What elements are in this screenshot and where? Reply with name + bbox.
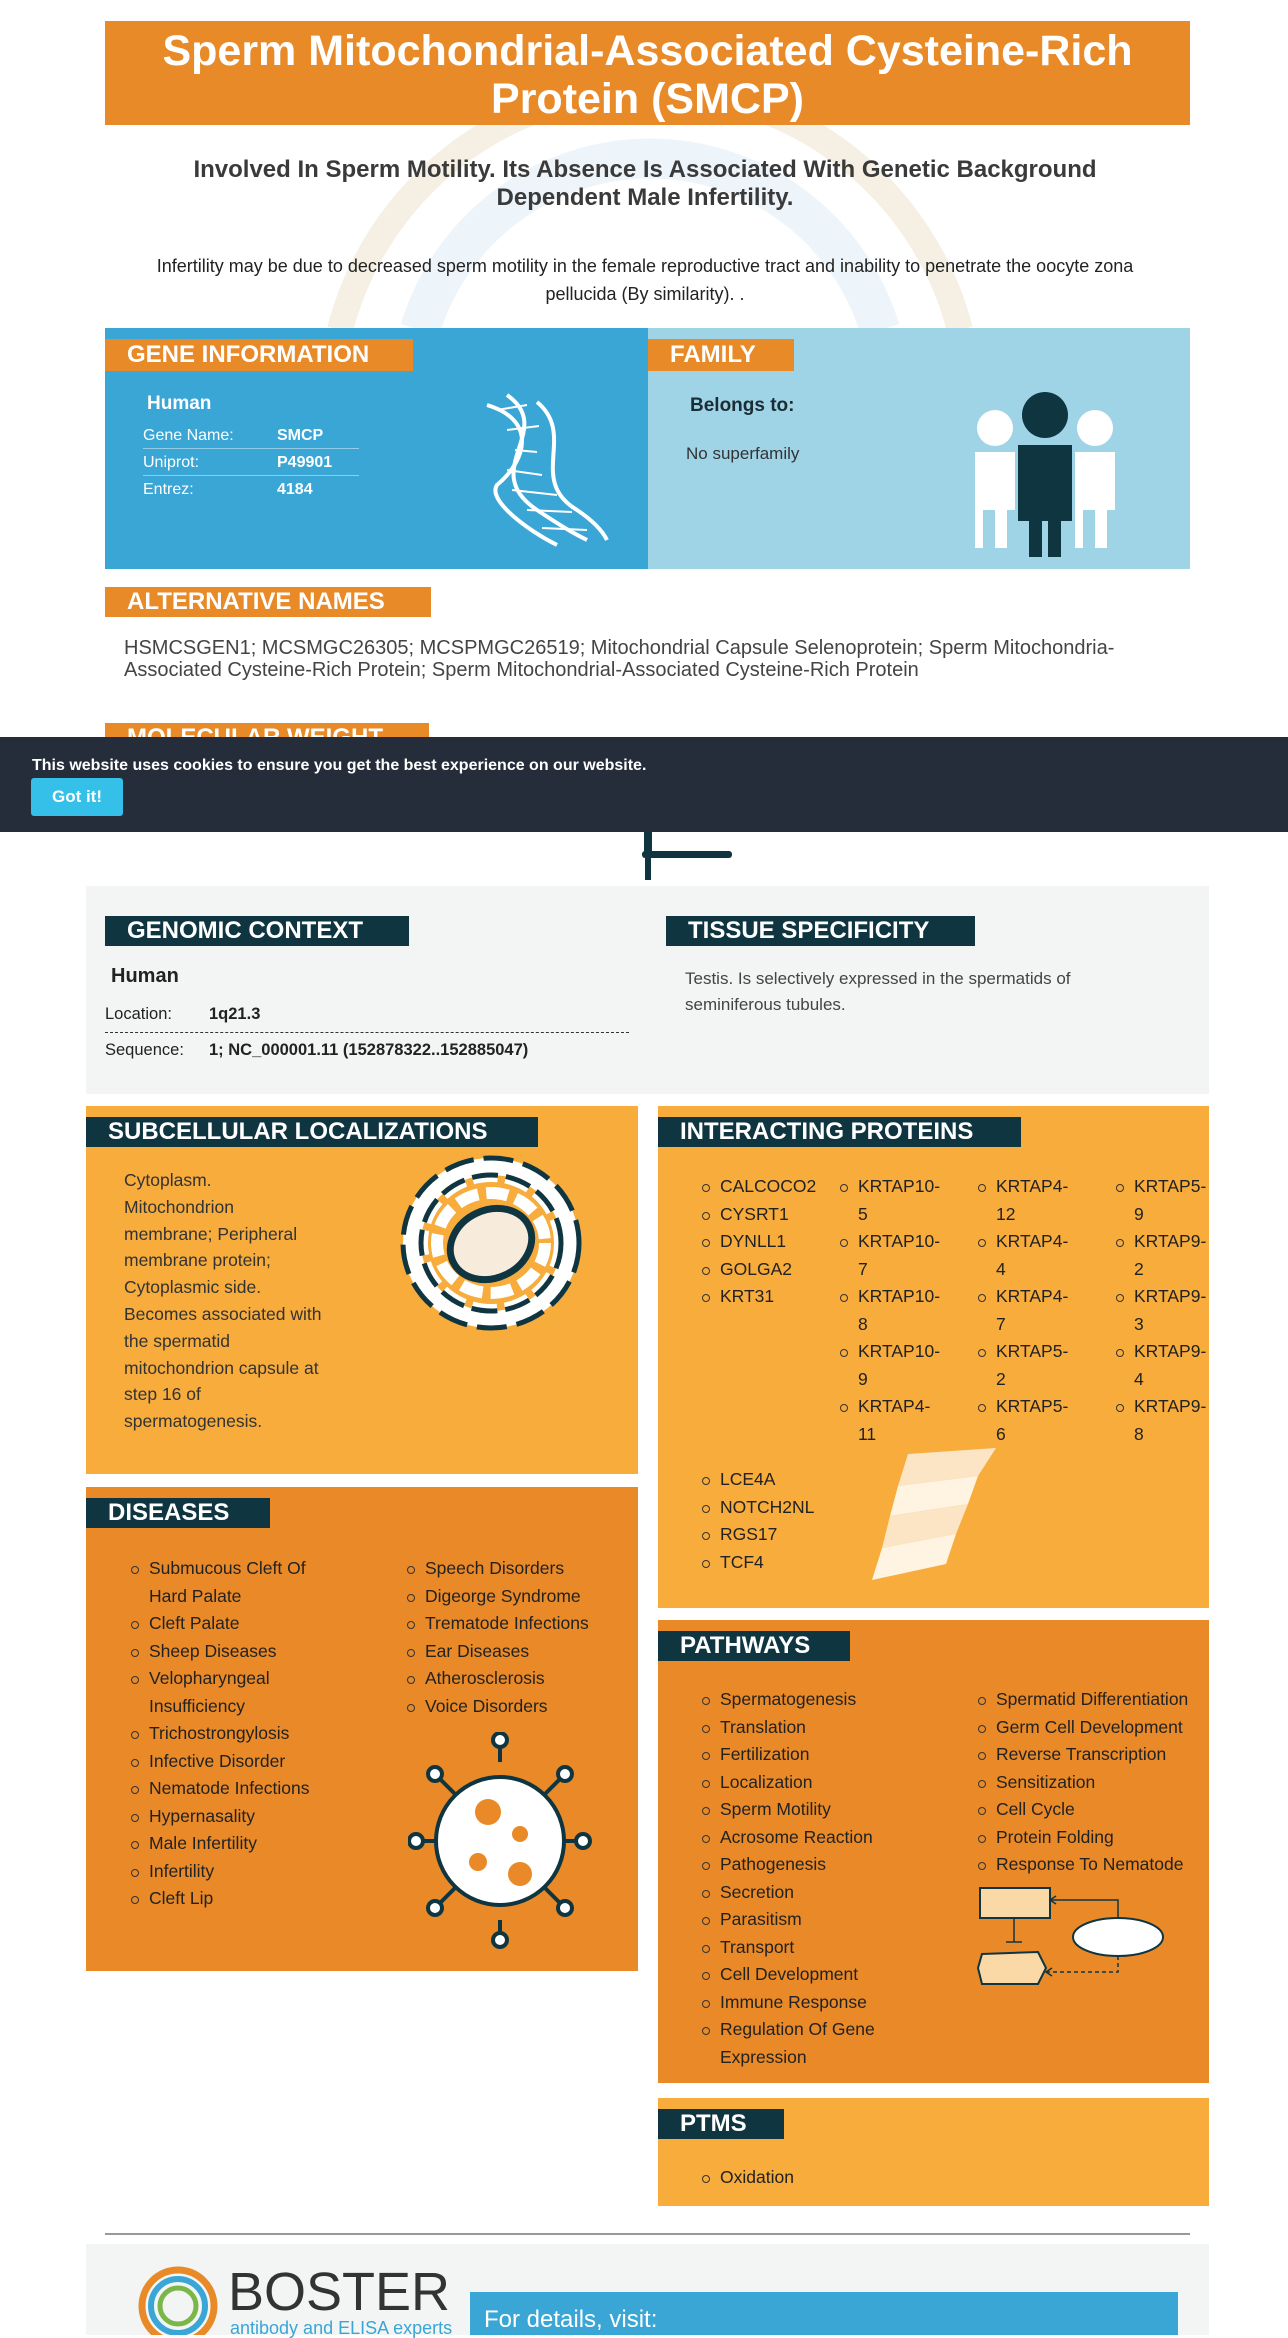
protein-item[interactable]: CALCOCO2 [699,1173,829,1201]
protein-item[interactable]: KRTAP10-7 [837,1228,937,1283]
pathway-item[interactable]: Parasitism [699,1906,929,1934]
gene-information-panel [105,328,648,569]
protein-item[interactable]: KRTAP10-9 [837,1338,937,1393]
diseases-list-2 [404,1555,629,1720]
pathway-item[interactable]: Response To Nematode [975,1851,1205,1879]
protein-item[interactable]: CYSRT1 [699,1201,829,1229]
protein-item[interactable]: KRTAP9-4 [1113,1338,1205,1393]
pathways-list-2 [975,1686,1205,1879]
protein-item[interactable]: KRTAP9-2 [1113,1228,1205,1283]
details-text: For details, visit: [484,2306,658,2333]
disease-item[interactable]: Cleft Palate [128,1610,328,1638]
disease-item[interactable]: Infertility [128,1858,328,1886]
disease-item[interactable]: Velopharyngeal Insufficiency [128,1665,328,1720]
gene-name-row [143,422,359,449]
cookie-banner [0,737,1288,832]
boster-tagline: antibody and ELISA experts [230,2318,453,2338]
subcellular-line: step 16 of [124,1384,201,1405]
interacting-proteins-list-4 [1113,1173,1205,1448]
uniprot-value: P49901 [277,454,333,471]
subcellular-line: the spermatid [124,1330,231,1351]
protein-item[interactable]: KRTAP5-9 [1113,1173,1205,1228]
protein-item[interactable]: GOLGA2 [699,1256,829,1284]
subcellular-line: membrane protein; [124,1250,271,1271]
virus-icon [408,1732,592,1950]
protein-item[interactable]: KRTAP4-4 [975,1228,1065,1283]
subcellular-line: Mitochondrion [124,1196,234,1217]
alternative-names-heading: ALTERNATIVE NAMES [105,587,431,617]
entrez-value: 4184 [277,481,313,498]
location-value: 1q21.3 [209,1005,261,1023]
protein-item[interactable]: KRT31 [699,1283,829,1311]
disease-item[interactable]: Voice Disorders [404,1693,629,1721]
subcellular-line: spermatogenesis. [124,1411,263,1432]
subcellular-line: Becomes associated with [124,1303,322,1324]
disease-item[interactable]: Cleft Lip [128,1885,328,1913]
subcellular-line: mitochondrion capsule at [124,1357,319,1378]
disease-item[interactable]: Hypernasality [128,1803,328,1831]
sequence-value: 1; NC_000001.11 (152878322..152885047) [209,1041,529,1059]
interacting-proteins-heading: INTERACTING PROTEINS [658,1117,1021,1147]
family-belongs-label: Belongs to: [690,395,795,416]
disease-item[interactable]: Submucous Cleft Of Hard Palate [128,1555,328,1610]
dna-icon [467,390,617,550]
pathway-item[interactable]: Fertilization [699,1741,929,1769]
entrez-label: Entrez: [143,481,194,498]
footer-divider [105,2233,1190,2235]
ptms-heading: PTMS [658,2109,784,2139]
protein-item[interactable]: KRTAP4-7 [975,1283,1065,1338]
uniprot-label: Uniprot: [143,454,200,471]
protein-item[interactable]: TCF4 [699,1549,839,1577]
pathways-heading: PATHWAYS [658,1631,850,1661]
protein-item[interactable]: KRTAP9-8 [1113,1393,1205,1448]
people-icon [970,390,1120,560]
interacting-proteins-list-5 [699,1466,839,1576]
protein-item[interactable]: KRTAP10-5 [837,1173,937,1228]
tissue-specificity-heading: TISSUE SPECIFICITY [666,916,975,946]
diseases-heading: DISEASES [86,1498,270,1528]
location-label: Location: [105,1005,172,1023]
disease-item[interactable]: Trematode Infections [404,1610,629,1638]
pathway-item[interactable]: Protein Folding [975,1824,1205,1852]
gene-name-value: SMCP [277,427,324,444]
subcellular-text [124,1167,354,1435]
disease-item[interactable]: Speech Disorders [404,1555,629,1583]
tissue-specificity-text: Testis. Is selectively expressed in the spermatids of seminiferous tubules. [685,969,1071,1014]
pathway-item[interactable]: Immune Response [699,1989,929,2017]
disease-item[interactable]: Ear Diseases [404,1638,629,1666]
boster-logo-icon [138,2266,222,2335]
subcellular-line: Cytoplasmic side. [124,1277,262,1298]
ptm-item[interactable]: Oxidation [699,2164,899,2192]
disease-item[interactable]: Male Infertility [128,1830,328,1858]
sequence-label: Sequence: [105,1041,184,1059]
genomic-species: Human [111,965,179,987]
pathway-item[interactable]: Cell Cycle [975,1796,1205,1824]
protein-item[interactable]: KRTAP5-2 [975,1338,1065,1393]
subcellular-line: membrane; Peripheral [124,1223,298,1244]
interacting-proteins-list-1 [699,1173,829,1311]
page-title: Sperm Mitochondrial-Associated Cysteine-Rich Protein (SMCP) [105,21,1190,125]
protein-item[interactable]: LCE4A [699,1466,839,1494]
protein-item[interactable]: NOTCH2NL [699,1494,839,1522]
protein-item[interactable]: KRTAP4-11 [837,1393,937,1448]
interacting-proteins-list-2 [837,1173,941,1448]
interacting-proteins-list-3 [975,1173,1069,1448]
entrez-row [143,476,359,503]
diseases-list-1 [128,1555,328,1913]
disease-item[interactable]: Trichostrongylosis [128,1720,328,1748]
alternative-names-text: HSMCSGEN1; MCSMGC26305; MCSPMGC26519; Mitochondrial Capsule Selenoprotein; Sperm Mitochondria-Associated Cysteine-Rich Protein; Sperm Mitochondrial-Associated Cysteine-Rich Protein [124,637,1115,681]
family-heading: FAMILY [648,339,794,371]
protein-item[interactable]: RGS17 [699,1521,839,1549]
disease-item[interactable]: Nematode Infections [128,1775,328,1803]
pathway-item[interactable]: Cell Development [699,1961,929,1989]
cookie-message: This website uses cookies to ensure you get the best experience on our website. [32,757,647,774]
gene-species: Human [147,393,212,414]
pathway-item[interactable]: Pathogenesis [699,1851,929,1879]
genomic-divider [105,1032,629,1033]
ptms-list [699,2164,899,2192]
disease-item[interactable]: Digeorge Syndrome [404,1583,629,1611]
disease-item[interactable]: Infective Disorder [128,1748,328,1776]
details-box [470,2292,1178,2335]
pathway-diagram-icon [976,1884,1168,1990]
page-subtitle: Involved In Sperm Motility. Its Absence Is Associated With Genetic Background Dependent Male Infertility. [193,156,1097,211]
boster-brand: BOSTER [228,2262,451,2322]
pathway-item[interactable]: Translation [699,1714,929,1742]
pathway-item[interactable]: Regulation Of Gene Expression [699,2016,929,2071]
protein-item[interactable]: KRTAP4-12 [975,1173,1065,1228]
protein-ribbon-icon [868,1446,1000,1588]
pathway-item[interactable]: Transport [699,1934,929,1962]
function-description: Infertility may be due to decreased sperm motility in the female reproductive tract and inability to penetrate the oocyte zona pellucida (By similarity). . [156,256,1134,304]
gene-information-heading: GENE INFORMATION [105,339,413,371]
pathway-item[interactable]: Localization [699,1769,929,1797]
scale-base-icon [642,836,732,862]
pathway-item[interactable]: Acrosome Reaction [699,1824,929,1852]
disease-item[interactable]: Atherosclerosis [404,1665,629,1693]
pathway-item[interactable]: Germ Cell Development [975,1714,1205,1742]
pathway-item[interactable]: Secretion [699,1879,929,1907]
pathway-item[interactable]: Sensitization [975,1769,1205,1797]
pathway-item[interactable]: Spermatid Differentiation [975,1686,1205,1714]
subcellular-line: Cytoplasm. [124,1170,212,1190]
pathways-list-1 [699,1686,929,2071]
pathway-item[interactable]: Spermatogenesis [699,1686,929,1714]
uniprot-row [143,449,359,476]
genomic-context-heading: GENOMIC CONTEXT [105,916,409,946]
family-panel [648,328,1190,569]
pathway-item[interactable]: Reverse Transcription [975,1741,1205,1769]
protein-item[interactable]: DYNLL1 [699,1228,829,1256]
protein-item[interactable]: KRTAP10-8 [837,1283,937,1338]
family-value: No superfamily [686,444,800,463]
protein-item[interactable]: KRTAP9-3 [1113,1283,1205,1338]
subcellular-heading: SUBCELLULAR LOCALIZATIONS [86,1117,538,1147]
protein-item[interactable]: KRTAP5-6 [975,1393,1065,1448]
gene-name-label: Gene Name: [143,427,234,444]
disease-item[interactable]: Sheep Diseases [128,1638,328,1666]
mitochondrion-icon [395,1148,587,1338]
cookie-accept-button[interactable]: Got it! [31,778,123,816]
pathway-item[interactable]: Sperm Motility [699,1796,929,1824]
